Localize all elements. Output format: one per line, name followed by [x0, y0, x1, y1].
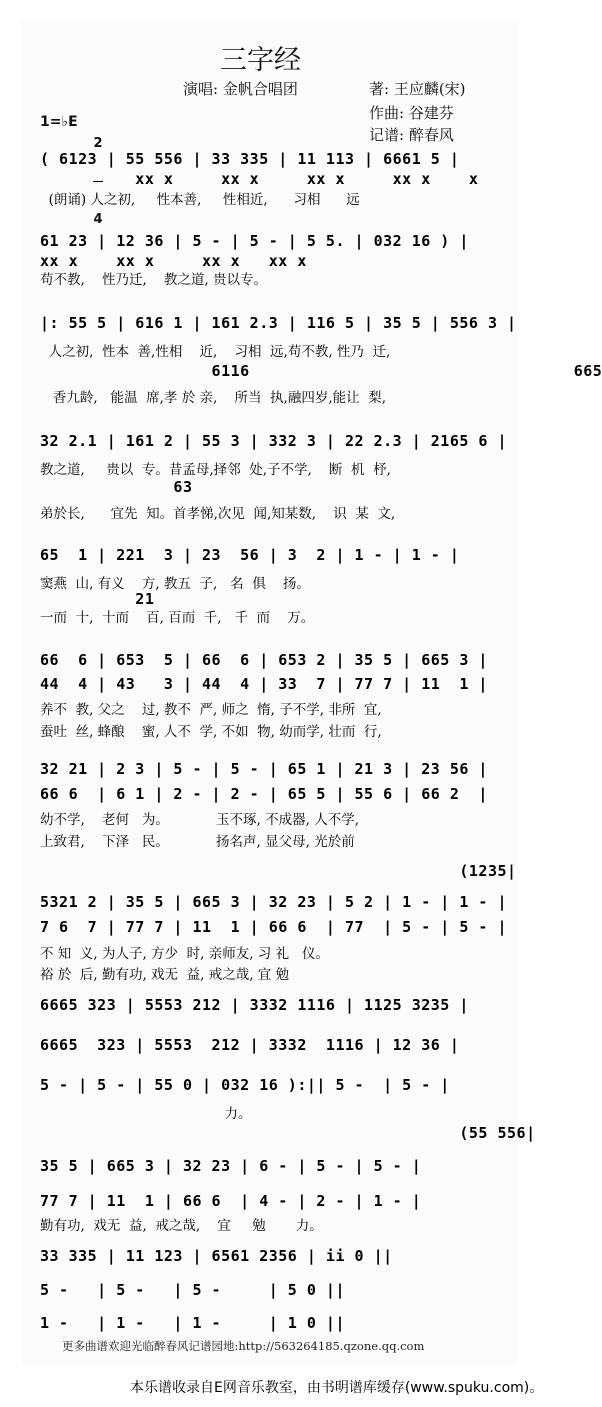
lyric-line: 苟不教, 性乃迁, 教之道, 贵以专。: [40, 272, 267, 288]
notation-line: 1 - | 1 - | 1 - | 1 0 ||: [40, 1314, 345, 1332]
site-note: 更多曲谱欢迎光临醉春风记谱园地:http://563264185.qzone.qq.com: [62, 1339, 425, 1353]
lyric-line: 上致君, 下泽 民。 扬名声, 显父母, 光於前: [40, 834, 355, 850]
notation-line: 6116 665: [40, 362, 602, 380]
source-note: 本乐谱收录自E网音乐教室，由书明谱库缓存(www.spuku.com)。: [130, 1380, 544, 1396]
lyric-line: (朗诵) 人之初, 性本善, 性相近, 习相 远: [40, 192, 360, 208]
lyric-line: 人之初, 性本 善,性相 近, 习相 远,苟不教, 性乃 迁,: [40, 344, 391, 360]
notation-line: ( 6123 | 55 556 | 33 335 | 11 113 | 6661 5 |: [40, 150, 460, 168]
notation-line: 5321 2 | 35 5 | 665 3 | 32 23 | 5 2 | 1 - | 1 - |: [40, 893, 508, 911]
lyric-line: 香九龄, 能温 席,孝 於 亲, 所当 执,融四岁,能让 梨,: [40, 390, 386, 406]
notation-line: xx x xx x xx x xx x x: [40, 170, 479, 188]
notation-line: 5 - | 5 - | 5 - | 5 0 ||: [40, 1281, 345, 1299]
notation-line: 65 1 | 221 3 | 23 56 | 3 2 | 1 - | 1 - |: [40, 546, 460, 564]
notation-line: 35 5 | 665 3 | 32 23 | 6 - | 5 - | 5 - |: [40, 1157, 422, 1175]
transcriber-credit: 记谱: 醉春风: [369, 126, 454, 144]
author-credit: 著: 王应麟(宋): [369, 80, 466, 98]
notation-line: |: 55 5 | 616 1 | 161 2.3 | 116 5 | 35 5 | 556 3 |: [40, 314, 517, 332]
notation-line: 44 4 | 43 3 | 44 4 | 33 7 | 77 7 | 11 1 |: [40, 675, 488, 693]
notation-line: 32 21 | 2 3 | 5 - | 5 - | 65 1 | 21 3 | 23 56 |: [40, 760, 488, 778]
lyric-line: 窦燕 山, 有义 方, 教五 子, 名 俱 扬。: [40, 576, 310, 592]
song-title: 三字经: [220, 45, 301, 76]
notation-line: 66 6 | 6 1 | 2 - | 2 - | 65 5 | 55 6 | 66 2 |: [40, 785, 488, 803]
lyric-line: 养不 教, 父之 过, 教不 严, 师之 惰, 子不学, 非所 宜,: [40, 702, 382, 718]
notation-line: (55 556|: [40, 1124, 536, 1142]
lyric-line: 蚕吐 丝, 蜂酿 蜜, 人不 学, 不如 物, 幼而学, 壮而 行,: [40, 724, 382, 740]
singer-credit: 演唱: 金帆合唱团: [183, 80, 298, 98]
notation-line: xx x xx x xx x xx x: [40, 252, 307, 270]
notation-line: 33 335 | 11 123 | 6561 2356 | ii 0 ||: [40, 1247, 393, 1265]
lyric-line: 力。: [40, 1106, 252, 1122]
key-signature: 1=♭E: [40, 114, 78, 130]
lyric-line: 裕 於 后, 勤有功, 戏无 益, 戒之哉, 宜 勉: [40, 967, 290, 983]
time-signature-bottom: 4: [93, 212, 103, 227]
notation-line: 63: [40, 478, 193, 496]
notation-line: 77 7 | 11 1 | 66 6 | 4 - | 2 - | 1 - |: [40, 1192, 422, 1210]
notation-line: 66 6 | 653 5 | 66 6 | 653 2 | 35 5 | 665 3 |: [40, 651, 488, 669]
notation-line: 6665 323 | 5553 212 | 3332 1116 | 1125 3235 |: [40, 996, 469, 1014]
lyric-line: 幼不学, 老何 为。 玉不琢, 不成器, 人不学,: [40, 812, 359, 828]
notation-line: 21: [40, 590, 155, 608]
notation-line: 61 23 | 12 36 | 5 - | 5 - | 5 5. | 032 16 ) |: [40, 232, 469, 250]
notation-line: 32 2.1 | 161 2 | 55 3 | 332 3 | 22 2.3 | 2165 6 |: [40, 432, 508, 450]
notation-line: 7 6 7 | 77 7 | 11 1 | 66 6 | 77 | 5 - | 5 - |: [40, 918, 508, 936]
lyric-line: 教之道, 贵以 专。昔孟母,择邻 处,子不学, 断 机 杼,: [40, 462, 391, 478]
lyric-line: 弟於长, 宜先 知。首孝悌,次见 闻,知某数, 识 某 文,: [40, 506, 396, 522]
time-signature-top: 2: [93, 136, 103, 151]
notation-line: 5 - | 5 - | 55 0 | 032 16 ):|| 5 - | 5 - |: [40, 1076, 450, 1094]
notation-line: (1235|: [40, 862, 517, 880]
lyric-line: 一而 十, 十而 百, 百而 千, 千 而 万。: [40, 610, 315, 626]
lyric-line: 勤有功, 戏无 益, 戒之哉, 宜 勉 力。: [40, 1218, 323, 1234]
composer-credit: 作曲: 谷建芬: [369, 104, 454, 122]
notation-line: 6665 323 | 5553 212 | 3332 1116 | 12 36 |: [40, 1036, 460, 1054]
lyric-line: 不 知 义, 为人子, 方少 时, 亲师友, 习 礼 仪。: [40, 946, 329, 962]
